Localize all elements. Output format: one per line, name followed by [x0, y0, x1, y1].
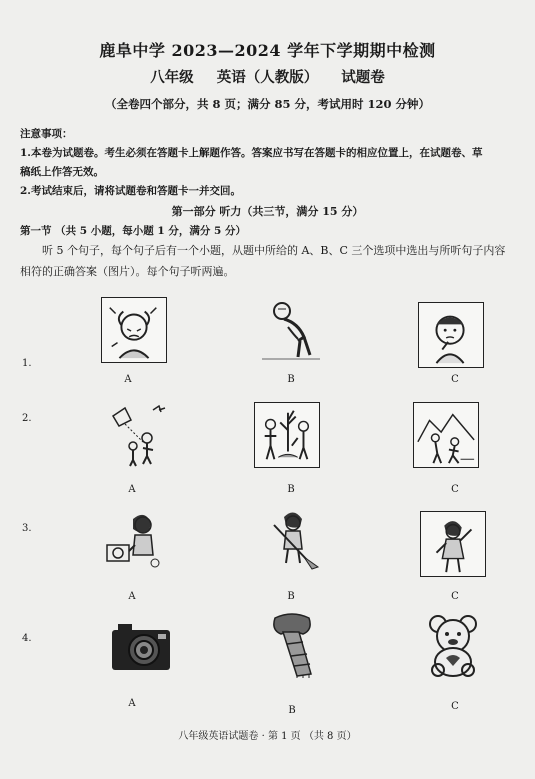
scarf-icon[interactable] [259, 612, 325, 678]
section1-heading: 第一节 （共 5 小题，每小题 1 分，满分 5 分） [20, 225, 247, 237]
page-footer: 八年级英语试题卷 · 第 1 页 （共 8 页） [178, 731, 357, 742]
part1-title: 第一部分 听力（共三节，满分 15 分） [171, 205, 364, 218]
option-label: A [128, 484, 136, 495]
camera-icon[interactable] [108, 612, 174, 678]
option-label: B [287, 374, 295, 385]
notes-heading: 注意事项： [20, 128, 73, 140]
flying-kite-icon[interactable] [103, 402, 169, 468]
girl-sweeping-icon[interactable] [262, 505, 328, 571]
option-label: C [451, 701, 459, 712]
girl-camera-icon[interactable] [101, 505, 167, 571]
sick-boy-icon[interactable] [258, 297, 324, 363]
option-label: C [451, 591, 459, 602]
question-number: 2. [22, 413, 32, 424]
option-label: A [124, 374, 132, 385]
notes-item-1: 1.本卷为试题卷。考生必须在答题卡上解题作答。答案应书写在答题卡的相应位置上，在试题卷、草 [20, 147, 483, 159]
exam-title: 鹿阜中学 2023—2024 学年下学期期中检测 [99, 41, 436, 60]
question-number: 4. [22, 633, 32, 644]
thinking-boy-icon[interactable] [418, 302, 484, 368]
exam-info: （全卷四个部分，共 8 页；满分 85 分，考试用时 120 分钟） [104, 97, 431, 111]
notes-item-2: 2.考试结束后，请将试题卷和答题卡一并交回。 [20, 185, 241, 197]
option-label: B [287, 484, 295, 495]
worried-boy-icon[interactable] [101, 297, 167, 363]
option-label: B [287, 591, 295, 602]
girl-waving-icon[interactable] [420, 511, 486, 577]
exam-subtitle: 八年级 英语（人教版） 试题卷 [150, 69, 385, 86]
question-number: 3. [22, 523, 32, 534]
teddy-bear-icon[interactable] [420, 612, 486, 678]
question-number: 1. [22, 358, 32, 369]
option-label: C [451, 484, 459, 495]
instruction-line-1: 听 5 个句子，每个句子后有一个小题，从题中所给的 A、B、C 三个选项中选出与所听句子内容 [42, 244, 506, 257]
option-label: B [288, 705, 296, 716]
option-label: C [451, 374, 459, 385]
notes-item-1-cont: 稿纸上作答无效。 [20, 166, 104, 178]
climbing-icon[interactable] [413, 402, 479, 468]
planting-tree-icon[interactable] [254, 402, 320, 468]
option-label: A [128, 591, 136, 602]
option-label: A [128, 698, 136, 709]
instruction-line-2: 相符的正确答案（图片）。每个句子听两遍。 [20, 265, 235, 278]
